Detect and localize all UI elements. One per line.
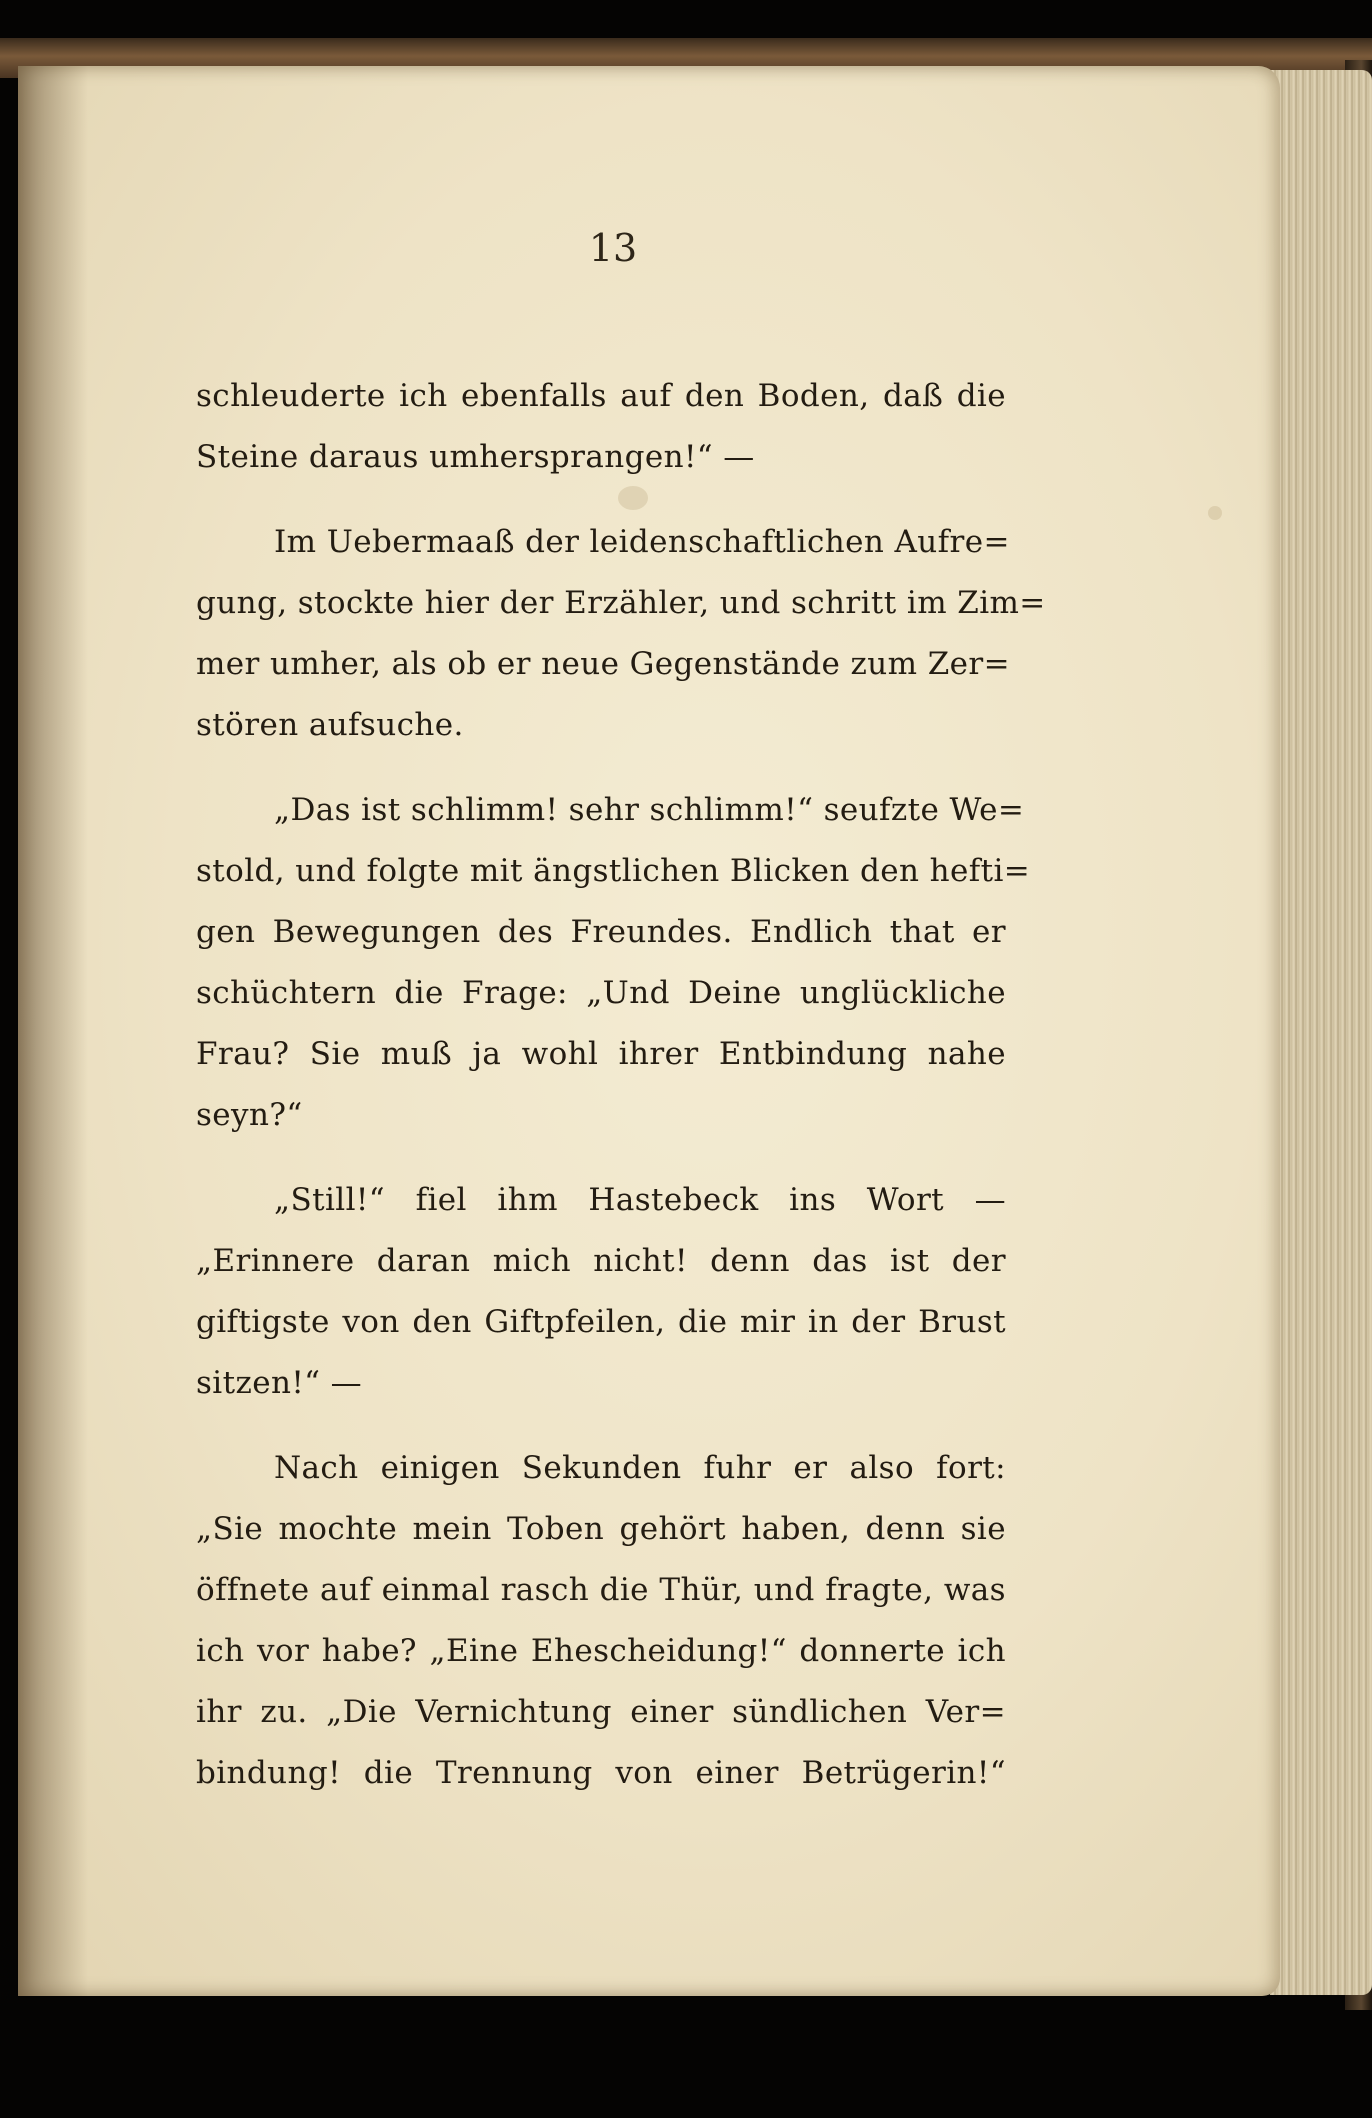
text-line: sitzen!“ — <box>196 1365 363 1401</box>
text-line: Nach einigen Sekunden fuhr er also fort: <box>274 1450 1006 1486</box>
book-page <box>18 66 1280 1996</box>
text-line: „Das ist schlimm! sehr schlimm!“ seufzte We= <box>274 792 1025 828</box>
page-stack-edge <box>1270 70 1372 1995</box>
text-line: „Sie mochte mein Toben gehört haben, denn sie <box>196 1511 1006 1547</box>
text-line: gung, stockte hier der Erzähler, und schritt im Zim= <box>196 585 1046 621</box>
text-line: schüchtern die Frage: „Und Deine unglückliche <box>196 975 1006 1011</box>
text-line: ich vor habe? „Eine Ehescheidung!“ donnerte ich <box>196 1633 1006 1669</box>
text-line: „Still!“ fiel ihm Hastebeck ins Wort — <box>274 1182 1006 1218</box>
text-line: seyn?“ <box>196 1097 303 1133</box>
page-number: 13 <box>588 226 638 270</box>
text-line: bindung! die Trennung von einer Betrügerin!“ <box>196 1755 1006 1791</box>
text-line: schleuderte ich ebenfalls auf den Boden, daß die <box>196 378 1006 414</box>
text-line: Steine daraus umhersprangen!“ — <box>196 439 755 475</box>
page-gutter-shadow <box>18 66 88 1996</box>
text-line: öffnete auf einmal rasch die Thür, und fragte, was <box>196 1572 1006 1608</box>
page-text <box>196 366 1046 1804</box>
paper-spot <box>1208 506 1222 520</box>
text-line: stold, und folgte mit ängstlichen Blicken den hefti= <box>196 853 1031 889</box>
text-line: Frau? Sie muß ja wohl ihrer Entbindung nahe <box>196 1036 1006 1072</box>
text-line: mer umher, als ob er neue Gegenstände zum Zer= <box>196 646 1010 682</box>
text-line: giftigste von den Giftpfeilen, die mir in der Brust <box>196 1304 1006 1340</box>
text-line: Im Uebermaaß der leidenschaftlichen Aufre= <box>274 524 1010 560</box>
text-line: stören aufsuche. <box>196 707 464 743</box>
text-line: gen Bewegungen des Freundes. Endlich that er <box>196 914 1006 950</box>
text-line: „Erinnere daran mich nicht! denn das ist der <box>196 1243 1006 1279</box>
text-line: ihr zu. „Die Vernichtung einer sündlichen Ver= <box>196 1694 1006 1730</box>
